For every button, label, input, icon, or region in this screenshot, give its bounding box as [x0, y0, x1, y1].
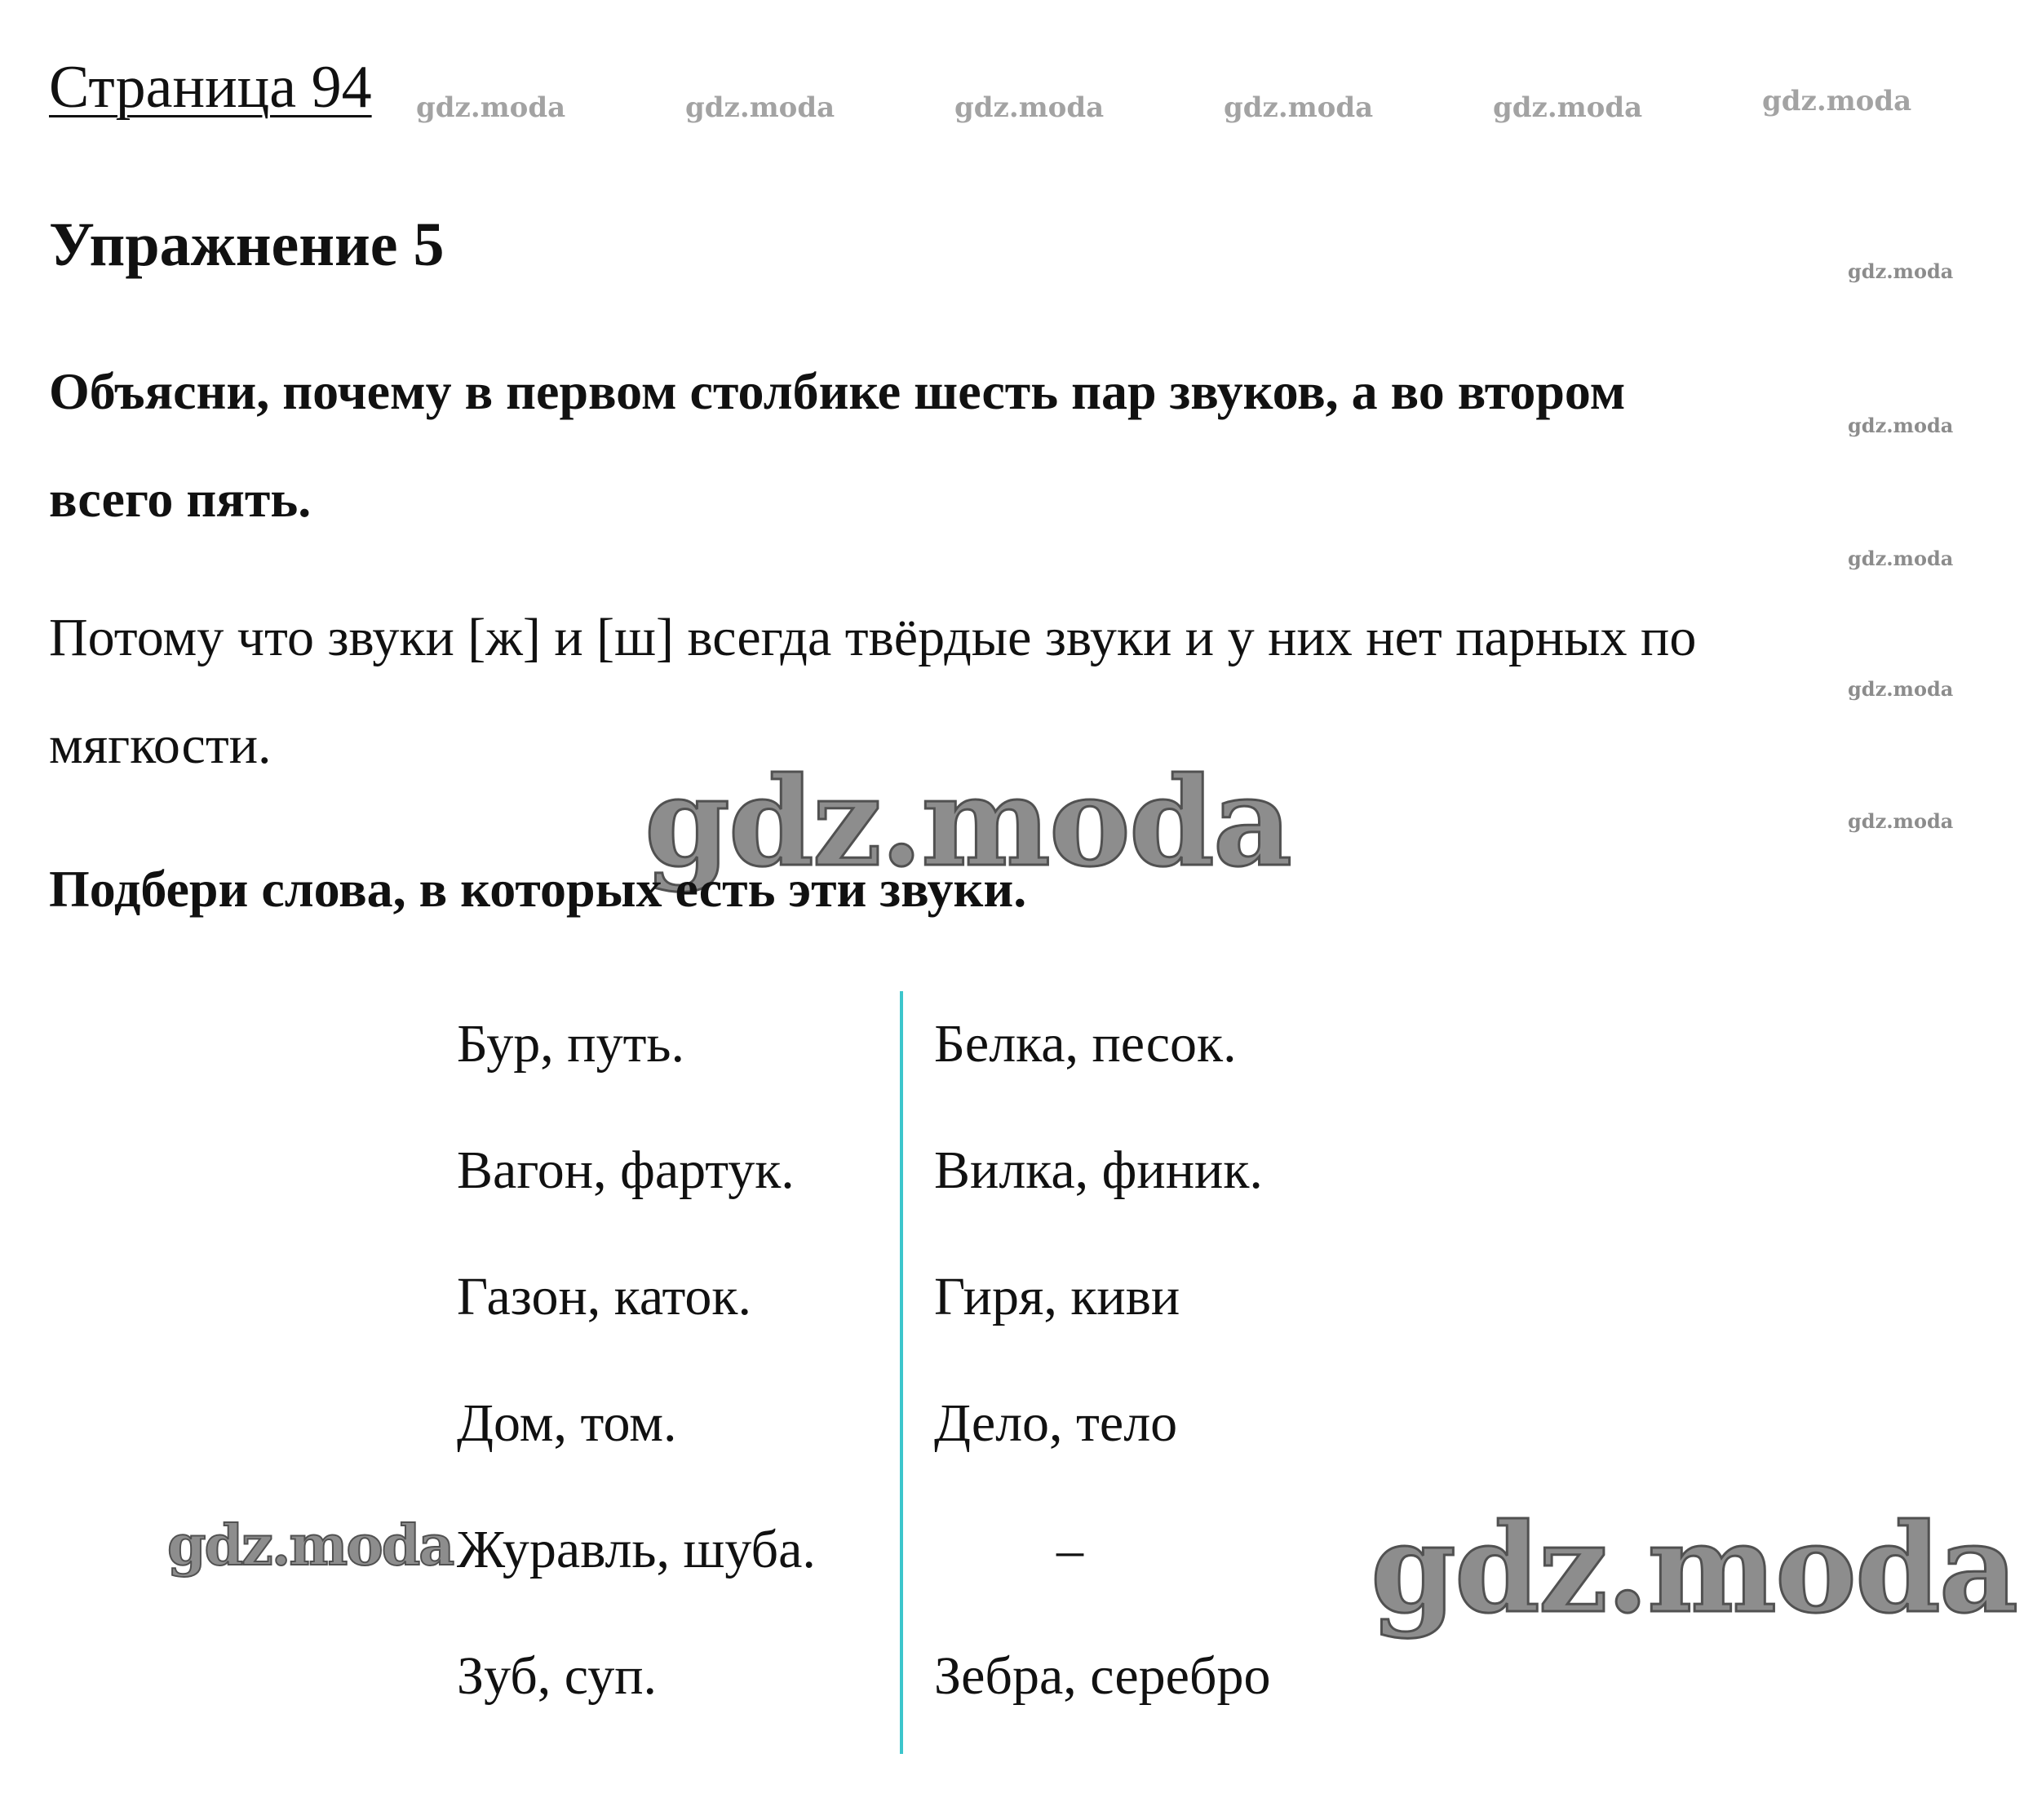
- watermark: gdz.moda: [1224, 91, 1374, 124]
- watermark: gdz.moda: [644, 751, 1291, 894]
- answer-line-2: мягкости.: [49, 715, 272, 775]
- watermark: gdz.moda: [1848, 414, 1954, 437]
- page-title: Страница 94: [49, 54, 372, 121]
- watermark: gdz.moda: [1371, 1497, 2017, 1641]
- watermark: gdz.moda: [1762, 85, 1912, 117]
- left-cell: Журавль, шуба.: [457, 1520, 816, 1579]
- watermark: gdz.moda: [416, 91, 566, 124]
- right-cell: –: [1056, 1520, 1083, 1579]
- watermark: gdz.moda: [1848, 547, 1954, 570]
- right-cell: Вилка, финик.: [934, 1140, 1263, 1200]
- left-cell: Вагон, фартук.: [457, 1140, 795, 1200]
- watermark: gdz.moda: [954, 91, 1105, 124]
- watermark: gdz.moda: [685, 91, 835, 124]
- watermark: gdz.moda: [1848, 809, 1954, 833]
- watermark: gdz.moda: [1848, 259, 1954, 283]
- exercise-title: Упражнение 5: [49, 210, 445, 279]
- right-cell: Гиря, киви: [934, 1267, 1180, 1326]
- watermark: gdz.moda: [1493, 91, 1643, 124]
- left-cell: Газон, каток.: [457, 1267, 752, 1326]
- right-cell: Белка, песок.: [934, 1014, 1237, 1074]
- watermark: gdz.moda: [1848, 677, 1954, 701]
- left-cell: Бур, путь.: [457, 1014, 685, 1074]
- question-line-2: всего пять.: [49, 470, 312, 528]
- task-line: Подбери слова, в которых есть эти звуки.: [49, 860, 1027, 918]
- right-cell: Дело, тело: [934, 1393, 1178, 1453]
- watermark: gdz.moda: [167, 1513, 454, 1579]
- right-cell: Зебра, серебро: [934, 1646, 1271, 1706]
- left-cell: Дом, том.: [457, 1393, 677, 1453]
- answer-line-1: Потому что звуки [ж] и [ш] всегда твёрдые звуки и у них нет парных по: [49, 608, 1697, 667]
- column-divider: [900, 991, 903, 1754]
- question-line-1: Объясни, почему в первом столбике шесть пар звуков, а во втором: [49, 362, 1626, 420]
- left-cell: Зуб, суп.: [457, 1646, 658, 1706]
